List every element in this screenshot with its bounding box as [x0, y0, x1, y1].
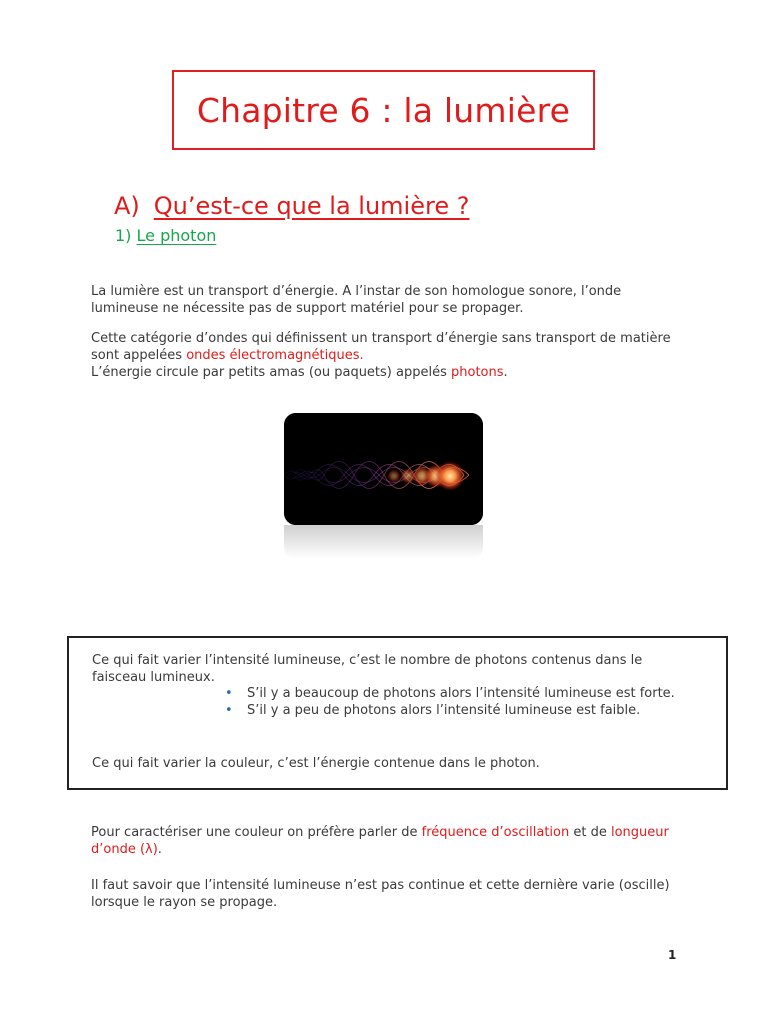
section-a-heading — [114, 192, 469, 220]
list-item — [225, 702, 685, 719]
key-points-box — [67, 636, 728, 790]
photon-wave-image — [284, 413, 483, 525]
subsection-1-heading — [115, 226, 216, 245]
intro-paragraph-1: La lumière est un transport d’énergie. A l’instar de son homologue sonore, l’onde lumineuse ne nécessite pas de support matériel pour se propager. — [91, 284, 622, 316]
chapter-title-box — [172, 70, 595, 150]
section-a-number: A) — [114, 192, 140, 220]
bullet-text: S’il y a beaucoup de photons alors l’intensité lumineuse est forte. — [247, 686, 675, 701]
subsection-1-number: 1) — [115, 226, 132, 245]
box-paragraph-2: Ce qui fait varier la couleur, c’est l’énergie contenue dans le photon. — [92, 756, 540, 771]
outro-paragraph-1 — [91, 824, 691, 858]
bullet-text: S’il y a peu de photons alors l’intensité lumineuse est faible. — [247, 703, 641, 718]
chapter-title: Chapitre 6 : la lumière — [196, 90, 571, 130]
outro-p1-middle: et de — [569, 825, 611, 840]
outro-p1-end: . — [157, 842, 162, 857]
intro-p3-end: . — [503, 365, 508, 380]
intro-p3-text: L’énergie circule par petits amas (ou paquets) appelés — [91, 365, 451, 380]
bullet-icon: • — [225, 703, 233, 718]
outro-paragraph-2: Il faut savoir que l’intensité lumineuse n’est pas continue et cette dernière varie (oscille) lorsque le rayon se propage. — [91, 878, 670, 910]
list-item — [225, 685, 685, 702]
intro-p2-highlight: ondes électromagnétiques. — [186, 348, 364, 363]
photon-image-reflection — [284, 525, 483, 559]
intro-paragraph-2 — [91, 330, 691, 364]
intro-paragraph-3 — [91, 364, 691, 381]
intro-p3-highlight: photons — [451, 365, 504, 380]
outro-p1-highlight-wavelength: longueur d’onde (λ) — [91, 825, 669, 857]
subsection-1-title: Le photon — [136, 226, 217, 245]
section-a-title: Qu’est-ce que la lumière ? — [153, 192, 470, 220]
bullet-icon: • — [225, 686, 233, 701]
intro-p2-text: Cette catégorie d’ondes qui définissent un transport d’énergie sans transport de matière sont appelées — [91, 331, 671, 363]
page-number: 1 — [668, 948, 677, 962]
outro-p1-highlight-frequency: fréquence d’oscillation — [421, 825, 570, 840]
box-bullet-list — [225, 685, 685, 719]
box-paragraph-1: Ce qui fait varier l’intensité lumineuse, c’est le nombre de photons contenus dans le faisceau lumineux. — [92, 653, 643, 685]
photon-wave-graphic — [284, 413, 483, 525]
outro-p1-text: Pour caractériser une couleur on préfère parler de — [91, 825, 422, 840]
